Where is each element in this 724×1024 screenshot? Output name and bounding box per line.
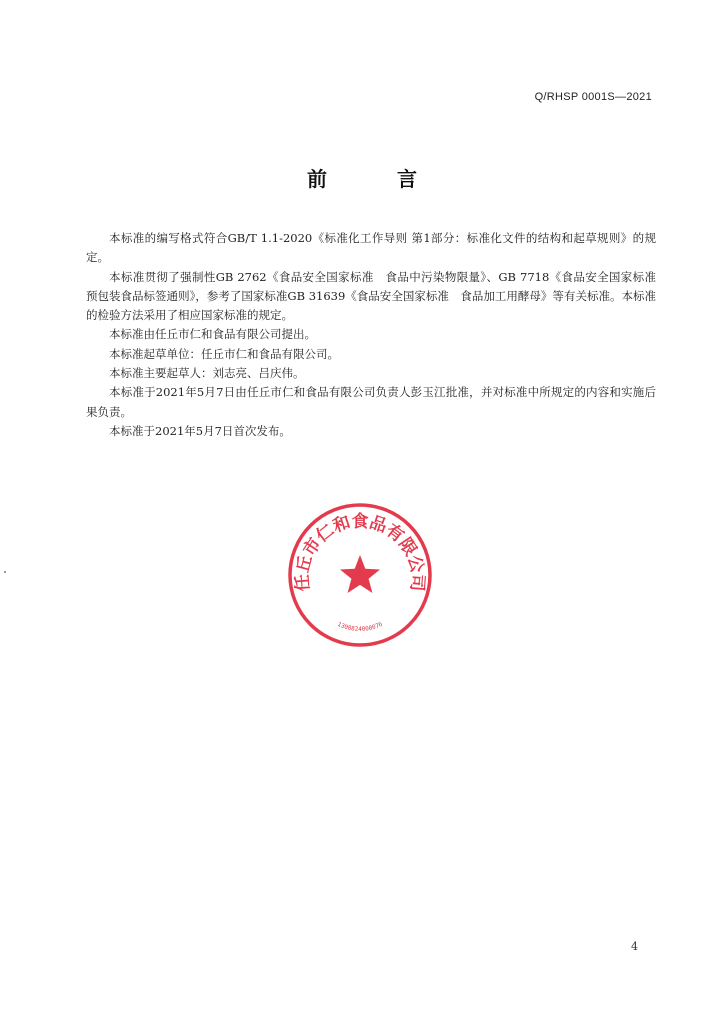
seal-star-icon (340, 555, 380, 593)
seal-company-text: 任丘市仁和食品有限公司 (292, 511, 428, 592)
paragraph: 本标准由任丘市仁和食品有限公司提出。 (109, 327, 316, 342)
paragraph: 本标准的编写格式符合GB/T 1.1-2020《标准化工作导则 第1部分：标准化文件的结构和起草规则》的规定。 (86, 231, 656, 265)
page-title (0, 163, 724, 192)
paragraph: 本标准起草单位：任丘市仁和食品有限公司。 (109, 346, 339, 361)
paragraph: 本标准于2021年5月7日由任丘市仁和食品有限公司负责人彭玉江批准，并对标准中所规定的内容和实施后果负责。 (86, 385, 656, 419)
page-number: 4 (631, 940, 638, 953)
paragraph: 本标准主要起草人：刘志亮、吕庆伟。 (109, 366, 305, 381)
paragraph: 本标准于2021年5月7日首次发布。 (109, 423, 291, 438)
preface-body (86, 229, 656, 441)
scan-mark (4, 571, 6, 573)
company-seal-stamp (285, 500, 435, 650)
title-char-1: 前 (307, 167, 327, 191)
seal-number-text: 1308824000076 (336, 620, 384, 633)
standard-code: Q/RHSP 0001S—2021 (534, 91, 652, 103)
title-char-2: 言 (397, 167, 417, 191)
paragraph: 本标准贯彻了强制性GB 2762《食品安全国家标准 食品中污染物限量》、GB 7718《食品安全国家标准 预包装食品标签通则》，参考了国家标准GB 31639《食品安全国家标准 食品加工用酵母》等有关标准。本标准的检验方法采用了相应国家标准的规定。 (86, 269, 656, 323)
